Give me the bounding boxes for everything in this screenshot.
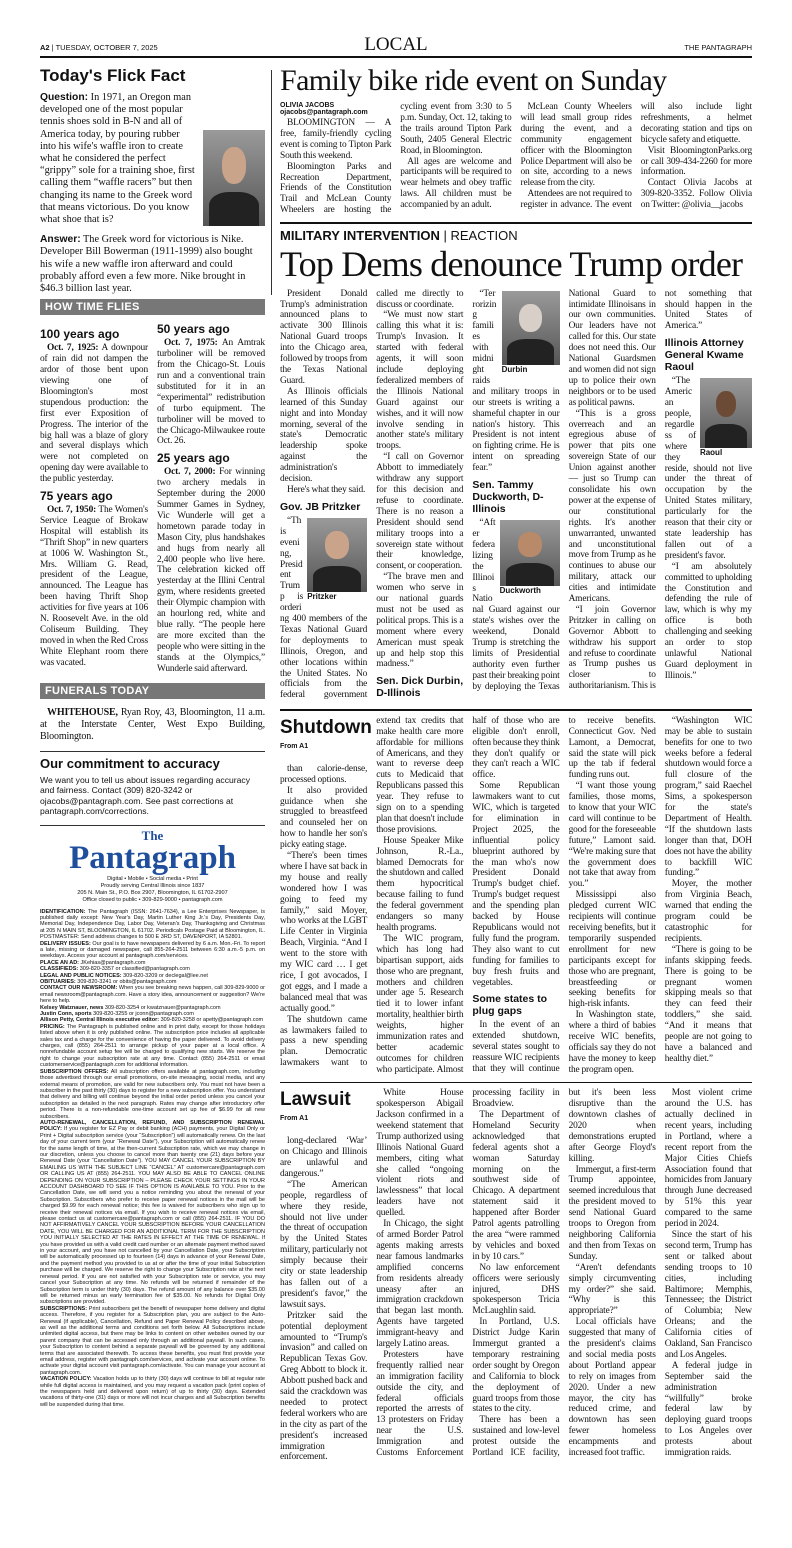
paragraph: “There is going to be infants skipping feeds. There is going to be pregnant women skipping meals so that they can feed their toddlers,” she said. “And it means that people are not going to have a balanced and healthy diet.” [664,944,752,1064]
accuracy-text: We want you to tell us about issues regarding accuracy and fairness. Contact (309) 820-3242 or ojacobs@pantagraph.com. See past corrections at pantagraph.com/corrections. [40,774,251,817]
paragraph: “This evening, President Trump is ordering 400 members of the Texas National Guard for deployments to Illinois, Oregon, and other locations within the United States. No officials from the federal government called me directly to discuss or coordinate. [280,288,464,701]
military-headline: Top Dems denounce Trump order [280,243,743,284]
paragraph: The shutdown came as lawmakers failed to pass a new spending plan. Democratic lawmakers want to extend tax credits that make health care more affordable for millions of Americans, and they want to reverse deep cuts to Medicaid that Republicans passed this year. They refuse to sign on to a spending plan that doesn't include those provisions. [280,715,464,1069]
page-number: A2 [40,43,50,52]
page-info: A2 | TUESDAY, OCTOBER 7, 2025 [40,43,158,52]
fine-print-label: Allison Petty, Central Illinois executive editor: [40,1017,160,1024]
paragraph: Pritzker said the potential deployment amounted to “Trump's invasion” and called on Republican Texas Gov. Greg Abbott to block it. Abbott pushed back and said the crackdown was needed to protect federal workers who are in the city as part of the president's increased immigration enforcement. [280,1310,368,1463]
paragraph: Contact Olivia Jacobs at 309-820-3352. Follow Olivia on Twitter: @olivia__jacobs [640,178,752,211]
paragraph: Bloomington Parks and Recreation Department, Friends of the Constitution Trail and McLean County Wheelers are hosting the cycling event from 3:30 to 5 p.m. Sunday, Oct. 12, taking to the trails around Tipton Park South, 2405 General Electric Road, in Bloomington. [280,102,512,216]
masthead-line: Digital • Mobile • Social media • Print [107,875,198,882]
paragraph: Protesters have frequently rallied near an immigration facility outside the city, and federal officials reported the arrests of 13 protesters on Friday near the U.S. Immigration and Customs Enforcement processing facility in Broadview. [376,1088,560,1459]
pritzker-caption: Pritzker [307,591,337,601]
duckworth-photo [500,520,560,586]
paragraph: There has been a sustained and low-level protest outside the Portland ICE facility, but it's been less disruptive than the downtown clashes of 2020 when demonstrations erupted after George Floyd's killing. [472,1088,656,1459]
fine-print-label: AUTO-RENEWAL, CANCELLATION, REFUND, AND SUBSCRIPTION RENEWAL POLICY: [40,1119,265,1133]
paper-name: THE PANTAGRAPH [684,43,752,52]
paragraph: Some Republican lawmakers want to cut WIC, which is targeted for elimination in Project 2025, the influential policy blueprint authored by the man who's now President Donald Trump's budget chief. Trump's budget request and the spending plan backed by House Republicans would not fully fund the program. They also want to cut funding for families to buy fresh fruits and vegetables. [472,781,560,988]
fine-print-label: Justin Conn, sports [40,1011,92,1018]
paragraph: BLOOMINGTON — A free, family-friendly cycling event is coming to Tipton Park South this weekend. [280,118,392,161]
subhead: Gov. JB Pritzker [280,500,361,513]
logo-name: Pantagraph [69,839,236,876]
time-flies-entry [157,467,265,674]
paragraph: President Donald Trump's administration announced plans to activate 300 Illinois National Guard troops into the Chicago area, followed by troops from the Texas National Guard. [280,288,368,386]
entry-text: The Women's Service League of Brokaw Hospital will establish its “Thrift Shop” in new quarters at 1006 W. Washington St., Mrs. William G. Read, president of the League, announced. The League has been having Thrift Shop activities for five years at 106 N. Roosevelt Ave. in the old Coliseum Building. They moved in when the Red Cross White Elephant room there was vacated. [40,505,148,668]
entry-date: Oct. 7, 2000: [164,467,216,478]
bike-article [280,102,752,216]
masthead-info [40,876,265,904]
time-flies-entry [40,343,148,485]
kicker-main: MILITARY INTERVENTION [280,227,440,243]
paragraph: Moyer, the mother from Virginia Beach, warned that ending the program could be catastrophic for recipients. [664,879,752,944]
paragraph: A federal judge in September said the administration “willfully” broke federal law by deploying guard troops to Los Angeles over protests about immigration raids. [664,1360,752,1459]
fine-print-label: OBITUARIES: [40,979,76,985]
paragraph: “I join Governor Pritzker in calling on Governor Abbott to withdraw his support and refuse to coordinate as Trump pushes us closer to authoritarianism. This is not something that should happen in the United States of America.” [568,288,752,692]
raoul-figure [700,378,752,458]
section-title: LOCAL [364,34,428,55]
raoul-photo [700,378,752,448]
shutdown-headline: Shutdown [280,716,372,738]
fine-print-label: CLASSIFIEDS: [40,966,79,973]
paragraph: “After federalizing the Illinois National Guard against our state's wishes over the weekend, Donald Trump is stretching the limits of Presidential authority even further past their breaking point by deploying the Texas National Guard to intimidate Illinoisans in our own communities. Our leaders have not called for this. Our state does not need this. Our National Guardsmen and women did not sign up to police their own neighbors or to be used as political pawns. [472,288,656,692]
paragraph: It also provided guidance when she struggled to breastfeed and counseled her on how to handle her son's picky eating stage. [280,785,368,851]
pritzker-figure [307,518,367,602]
paragraph: The Department of Homeland Security acknowledged that federal agents shot a woman Saturday morning on the southwest side of Chicago. A department statement said it happened after Border Patrol agents patrolling the area “were rammed by vehicles and boxed in by 10 cars.” [472,1110,560,1262]
masthead-line: Office closed to public • 309-829-9000 • pantagraph.com [82,896,223,903]
column-rule [271,70,272,295]
jump-label: From A1 [280,1115,309,1123]
subhead: Sen. Tammy Duckworth, D-Illinois [472,479,544,516]
answer-text: The Greek word for victorious is Nike. Developer Bill Bowerman (1911-1999) also bought his wife a new waffle iron afterward and could probably afford even a few more. Nike brought in $46.3 billion last year. [40,234,253,295]
paragraph: “The brave men and women who serve in our national guards must not be used as political props. This is a moment where every American must speak up and help stop this madness.” [376,572,464,670]
paragraph: Attendees are not required to register in advance. The event will also include light refreshments, a helmet decorating station and tips on bicycle safety and etiquette. [520,102,752,211]
paragraph: Visit BloomingtonParks.org or call 309-434-2260 for more information. [640,145,752,178]
fine-print-text: 309-820-3357 or classified@pantagraph.com [79,966,190,973]
fine-print-text: The Pantagraph (ISSN: 2641-7634), a Lee Enterprises Newspaper, is published daily except: New Year's Day, Martin Luther King Jr.'s Day, Presidents Day, Memorial Day, Independence Day, Labor Day, Veteran's Day, Thanksgiving and Christmas at 205 N MAIN ST, BLOOMINGTON, IL 61702. Periodicals Postage Paid at Bloomington, IL. POSTMASTER: Send address changes to 500 E 3RD ST, DAVENPORT, IA 52801. [40,908,265,941]
masthead-line: Proudly serving Central Illinois since 1837 [100,882,205,889]
paragraph: No law enforcement officers were seriously injured, DHS spokesperson Tricia McLaughlin said. [472,1262,560,1317]
lawsuit-headline: Lawsuit [280,1089,351,1111]
time-flies-columns [40,323,265,674]
fine-print-item [40,1069,265,1120]
duckworth-caption: Duckworth [499,586,541,596]
paragraph: Most violent crime around the U.S. has actually declined in recent years, including in Portland, where a recent report from the Major Cities Chiefs Association found that homicides from January through June decreased by 51% this year compared to the same period in 2024. [664,1088,752,1230]
paragraph: In Chicago, the sight of armed Border Patrol agents making arrests near famous landmarks amplified concerns from residents already uneasy after an immigration crackdown that began last month. Agents have targeted immigrant-heavy and largely Latino areas. [376,1219,464,1350]
military-kicker: MILITARY INTERVENTION | REACTION [280,227,518,243]
fine-print-item [40,1306,265,1376]
fine-print-text: All subscription offers available at pantagraph.com, including those advertised through our email promotions, on-site messaging, social media, and any external means of promotion, are valid for new subscribers only. You must not have been a subscriber in the past thirty (30) days to register for a new subscription offer. You understand that delivery and billing will continue beyond the initial order period unless you cancel your subscription as detailed in the next paragraph. Rates may change after introductory offer period. There is a non-refundable one-time account set up fee of $6.99 for all new subscribers. [40,1068,265,1120]
fine-print-text: Print subscribers get the benefit of newspaper home delivery and digital access. Therefore, if you register for a Subscription plan, you are subject to the Auto-Renewal (if applicable), Cancellation, Refund and Paper Renewal Policy described above, as well as the additional terms and conditions set forth below. All Subscriptions include unlimited digital access, but there may be links to content on other websites owned by our parent company that can be accessed only through an additional paywall. In such cases, your Subscription to content behind a separate paywall will be governed by any additional terms that are associated therewith. To access these benefits, you must first provide your email address, register with pantagraph.com/services, and activate your account online. To activate your digital account visit pantagraph.com/activate. You can manage your account at pantagraph.com. [40,1305,266,1376]
entry-date: Oct. 7, 1975: [164,338,218,349]
funeral-name: WHITEHOUSE, [47,706,118,718]
shutdown-article [280,716,752,1076]
paragraph: Local officials have suggested that many of the president's claims and social media posts about Portland appear to rely on images from 2020. Under a new mayor, the city has reduced crime, and downtown has seen fewer homeless encampments and increased foot traffic. [568,1317,656,1459]
fine-print-label: IDENTIFICATION: [40,908,86,915]
main-column [280,64,752,1463]
paragraph: “Washington WIC may be able to sustain benefits for one to two weeks before a federal shutdown would force a full closure of the program,” said Raechel Sims, a spokesperson for the state's Department of Health. “If the shutdown lasts longer than that, DOH does not have the ability to backfill WIC funding.” [664,715,752,879]
durbin-figure [502,291,560,375]
fine-print-label: SUBSCRIPTIONS: [40,1305,88,1312]
paragraph: “We must now start calling this what it is: Trump's Invasion. It started with federal agents, it will soon include deploying federalized members of the Illinois National Guard against our wishes, and it will now involve sending in another state's military troops. [376,310,464,452]
fine-print-text: The Pantagraph is published online and in print daily, except for those holidays listed above when it is only published online. The subscription price includes all applicable sales tax and a charge for the convenience of having the paper delivered. To avoid delivery charges, call (855) 264-2511 to arrange pickup of your paper at a local office. A nonrefundable account setup fee will be charged to qualifying new starts. We reserve the right to change your subscription rate at any time. Contact (855) 264-2511 or email customerservice@pantagraph.com for additional information. [40,1023,265,1069]
jump-label: From A1 [280,742,309,750]
paragraph: In the event of an extended shutdown, several states sought to reassure WIC recipients that they will continue to receive benefits. Connecticut Gov. Ned Lamont, a Democrat, said the state will pick up the tab if federal funding runs out. [472,715,656,1075]
left-column [40,66,265,1408]
paragraph: McLean County Wheelers will lead small group rides during the event, and a community engagement officer with the Bloomington Police Department will also be on site, according to a news release from the city. [520,102,632,189]
duckworth-figure [500,520,560,596]
question-text: In 1971, an Oregon man developed one of the most popular tennis shoes sold in B-N and all of America today, by pouring rubber into his wife's waffle iron to create what he considered the perfect “grippy” sole for a training shoe, first calling them “waffle racers” but then changing its name to the Greek word that means victorious. Do you know what shoe that is? [40,92,195,226]
paragraph: “The American people, regardless of where they reside, should not live under the threat of occupation by the United States military, particularly not simply because their city or state leadership has fallen out of a president's favor,” the lawsuit says. [280,1179,368,1310]
flick-fact [40,66,265,295]
fine-print-text: 309-820-3209 or declegal@lee.net [123,972,208,979]
fine-print-label: PLACE AN AD: [40,959,80,966]
time-flies-entry [157,338,265,447]
fine-print-item [40,1376,265,1408]
fine-print-text: 309-820-3254 or kwatznauer@pantagraph.com [104,1004,221,1011]
byline-author: OLIVIA JACOBS [280,102,335,109]
time-flies-entry [40,505,148,669]
section-rule [280,1082,752,1084]
flick-photo [203,130,265,226]
paragraph: “I call on Governor Abbott to immediately withdraw any support for this decision and refuse to coordinate. There is no reason a President should send military troops into a sovereign state without their knowledge, consent, or cooperation. [376,452,464,572]
paragraph: In Portland, U.S. District Judge Karin Immergut granted a temporary restraining order sought by Oregon and California to block the deployment of guard troops from those states to the city. [472,1317,560,1415]
fine-print-label: PRICING: [40,1023,65,1030]
paragraph: Here's what they said. [287,484,366,495]
paragraph: “I am absolutely committed to upholding the Constitution and defending the rule of law, which is why my office is both challenging and seeking an order to stop unlawful National Guard deployment in Illinois.” [664,561,752,681]
fine-print-label: LEGAL AND PUBLIC NOTICES: [40,972,122,979]
paragraph: All ages are welcome and participants will be required to wear helmets and obey traffic laws. All children must be accompanied by an adult. [400,156,512,211]
entry-text: A downpour of rain did not dampen the ardor of those bent upon viewing one of Bloomington's most stupendous production: the first ever Exposition of Progress. The interior of the big hall was a blaze of glory and several displays which were not completed on opening day were available to the public yesterday. [40,343,148,485]
fine-print-label: SUBSCRIPTION OFFERS: [40,1068,109,1075]
paragraph: “This is a gross overreach and an egregious abuse of power that pits one sovereign State of our Union against another — just so Trump can consolidate his own power at the expense of our constitutional rights. It's another unwarranted, unwanted and unconstitutional move from Trump as he continues to abuse our military, attack our cities and intimidate Americans. [568,408,656,605]
fine-print-text: When you see breaking news happen, call 309-829-9000 or email newsroom@pantagraph.com. Have a story idea, announcement or suggestion? We're here to help. [40,985,265,1005]
funeral-notice [40,707,265,743]
paragraph: As Illinois officials learned of this Sunday night and into Monday morning, several of the state's Democratic leadership spoke against the administration's decision. [280,386,368,485]
durbin-caption: Durbin [501,364,528,374]
masthead-logo [40,825,265,874]
entry-date: Oct. 7, 1925: [47,343,99,354]
funeral-text: Ryan Roy, 43, Bloomington, 11 a.m. at the Interstate Center, West Expo Building, Bloomington. [40,706,265,742]
subhead: Sen. Dick Durbin, D-Illinois [376,675,464,700]
fine-print-label: Kelsey Watznauer, news [40,1004,104,1011]
paragraph: Since the start of his second term, Trump has sent or talked about sending troops to 10 cities, including Baltimore; Memphis, Tennessee; the District of Columbia; New Orleans; and the California cities of Oakland, San Francisco and Los Angeles. [664,1229,752,1360]
funerals-bar: FUNERALS TODAY [40,683,265,699]
military-article [280,289,752,702]
kicker-sub: REACTION [450,227,518,243]
paragraph: “I want those young families, those moms, to know that your WIC card will continue to be good for the foreseeable future,” Lamont said. “We're making sure that the government does not take that away from you.” [568,781,656,890]
fine-print-text: 309-820-3241 or obits@pantagraph.com [77,979,177,985]
fine-print-item [40,985,265,1004]
fine-print-item [40,941,265,960]
paragraph: House Speaker Mike Johnson, R.-La., blamed Democrats for the shutdown and called them hypocritical because failing to fund the federal government endangers so many health programs. [376,835,464,933]
entry-date: Oct. 7, 1950: [47,505,97,516]
time-flies-bar: HOW TIME FLIES [40,299,265,315]
fine-print-item [40,1120,265,1306]
durbin-photo [502,291,560,365]
time-flies-heading: 100 years ago [40,327,120,342]
fine-print-text: If you register for EZ Pay or debit banking (ACH) payments, your Digital Only or Print + Digital subscription service (your “Subscription”) will automatically renew. On the last day of your current term (your “Renewal Date”), your Subscription will automatically renew for the same length of time, at the then-current Subscription rate, which we may change in our discretion, unless you choose to cancel more than twenty one (21) days before your Renewal Date (your “Cancellation Date”). YOU MAY CANCEL YOUR SUBSCRIPTION BY EMAILING US WITH THE SUBJECT LINE “CANCEL” AT customercare@pantagraph.com OR CALLING US AT (855) 264-2511. YOU MAY ALSO BE ABLE TO CANCEL ONLINE DEPENDING ON YOUR SUBSCRIPTION – PLEASE CHECK YOUR SETTINGS IN YOUR ACCOUNT DASHBOARD TO SEE IF THIS OPTION IS AVAILABLE TO YOU. Prior to the Cancellation Date, we will send you a notice reminding you about the renewal of your Subscription. Subscribers who prefer to receive paper renewal notices in the mail will be charged $9.99 for each renewal notice; this fee is waived for subscribers who sign up to receive their renewal notices via email. If you wish to receive renewal notices via email, please contact us at customercare@pantagraph.com or call (855) 264-2511. IF YOU DO NOT AFFIRMATIVELY CANCEL YOUR SUBSCRIPTION BEFORE YOUR CANCELLATION DATE, YOU WILL BE CHARGED FOR AN ADDITIONAL TERM FOR THE SUBSCRIPTION YOU INITIALLY SELECTED AT THE RATES IN EFFECT AT THE TIME OF RENEWAL. If you have provided us with a valid credit card number or an alternate payment method saved in your account, and you have not cancelled by your Cancellation Date, your Subscription will be automatically processed up to fourteen (14) days in advance of your Renewal Date, and the payment method you provided to us at or after the time of your initial Subscription purchase will be charged. We reserve the right to change your Subscription rate at the next renewal period. If you are not satisfied with your Subscription rate or service, you may cancel your Subscription at any time. No refunds will be returned if remainder of the Subscription term is under thirty (30) days. The refund amount of any balance over $35.00 will be returned minus an early termination fee of $35.00. No refunds for Digital Only subscriptions are provided. [40,1126,266,1306]
fine-print-text: 309-820-3255 or jconn@pantagraph.com [93,1011,194,1018]
fine-print-text: JKehias@pantagraph.com [80,959,146,966]
paragraph: than calorie-dense, processed options. [280,763,368,785]
question-label: Question: [40,92,89,103]
fine-print-text: Vacation holds up to thirty (30) days will continue to bill at regular rate while full digital access is maintained, and you may request a vacation pack (print copies of the newspapers held and delivered upon return) of up to thirty (30) days. Extended vacations of thirty-one (31) days or more will not incur charges and all Subscription benefits will be suspended during that time. [40,1376,265,1408]
page-date: TUESDAY, OCTOBER 7, 2025 [55,43,158,52]
pritzker-photo [307,518,367,592]
paragraph: Mississippi also pledged current WIC recipients will continue receiving benefits, but it temporarily suspended enrollment for new participants except for those who are pregnant, breastfeeding or seeking benefits for high-risk infants. [568,890,656,1010]
masthead-line: 205 N. Main St., P.O. Box 2907, Bloomington, IL 61702-2907 [77,889,228,896]
fine-print-label: CONTACT OUR NEWSROOM: [40,985,118,992]
paragraph: Immergut, a first-term Trump appointee, seemed incredulous that the president moved to send National Guard troops to Oregon from neighboring California and then from Texas on Sunday. [568,1164,656,1262]
paragraph: “The American people, regardless of where they reside, should not live under the threat of occupation by the United States military, particularly for the reason that their city or state leadership has fallen out of a president's favor. [664,376,752,561]
paragraph: White House spokesperson Abigail Jackson confirmed in a weekend statement that Trump authorized using Illinois National Guard members, citing what she called “ongoing violent riots and lawlessness” that local leaders have not quelled. [376,1088,464,1219]
fine-print-text: Our goal is to have newspapers delivered by 6 a.m. Mon.-Fri. To report a late, missing or damaged newspaper, call 855-264-2511 between 6:30 a.m.-5 p.m. on weekdays. Access your account at pantagraph.com/services. [40,940,265,960]
fine-print [40,909,265,1409]
paragraph: “Terrorizing families with midnight raids and military troops in our streets is writing a shameful chapter in our nation's history. This President is not intent on fighting crime. He is intent on spreading fear.” [472,288,560,474]
time-flies-heading: 75 years ago [40,489,113,504]
subhead: Some states to plug gaps [472,993,548,1018]
fine-print-text: 309-820-3258 or apetty@pantagraph.com [160,1017,264,1024]
paragraph: “There's been times where I have sat back in my house and really wondered how I was going to feed my family,” said Moyer, who works at the LGBT Life Center in Virginia Beach, Virginia. “And I went to the store with my WIC card … I get rice, I got avocados, I got eggs, and I made a balanced meal that was actually good.” [280,851,368,1014]
section-rule [280,709,752,711]
time-flies-heading: 50 years ago [157,322,230,337]
header-rule [40,56,752,58]
paragraph: long-declared ‘War’ on Chicago and Illinois are unlawful and dangerous.” [280,1136,368,1179]
accuracy-title: Our commitment to accuracy [40,755,220,771]
time-flies-heading: 25 years ago [157,451,230,466]
raoul-caption: Raoul [699,448,723,458]
entry-text: For winning two archery medals in September during the 2000 Summer Games in Sydney, Vic Wunderle will get a hometown parade today in Mason City, plus handshakes and hugs from nearly all 2,400 people who live here. The celebration kicked off yesterday at the Illini Central gym, where residents greeted their Olympic champion with an hourlong red, white and blue rally. “The people here are more excited than the people who were sitting in the stands at the Olympics,” Wunderle said afterward. [157,467,265,674]
fine-print-item [40,909,265,941]
paragraph: The WIC program, which has long had bipartisan support, aids those who are pregnant, mothers and children under age 5. Research tied it to lower infant mortality, healthier birth weights, higher immunization rates and better academic outcomes for children who participate. Almost half of those who are eligible don't enroll, often because they think they don't qualify or they can't reach a WIC office. [376,715,560,1075]
accuracy-box [40,751,265,817]
byline-email: ojacobs@pantagraph.com [280,109,368,116]
fine-print-item [40,1024,265,1069]
paragraph: “Aren't defendants simply circumventing my order?” she said. “Why is this appropriate?” [568,1262,656,1317]
logo-the: The [141,827,164,843]
subhead: Illinois Attorney General Kwame Raoul [664,337,744,374]
paragraph: In Washington state, where a third of babies receive WIC benefits, officials say they do not have the money to keep the program open. [568,1010,656,1075]
fine-print-label: VACATION POLICY: [40,1376,92,1383]
flick-title: Today's Flick Fact [40,66,186,85]
answer-label: Answer: [40,234,81,246]
lawsuit-article [280,1088,752,1463]
bike-headline: Family bike ride event on Sunday [280,64,667,97]
fine-print-label: DELIVERY ISSUES: [40,940,91,947]
entry-text: An Amtrak turboliner will be removed from the Chicago-St. Louis run and a conventional train substituted for it in an “experimental” redistribution of turbo equipment. The turboliner will be moved to the Chicago-Milwaukee route Oct. 26. [157,338,265,447]
section-rule [280,222,752,224]
